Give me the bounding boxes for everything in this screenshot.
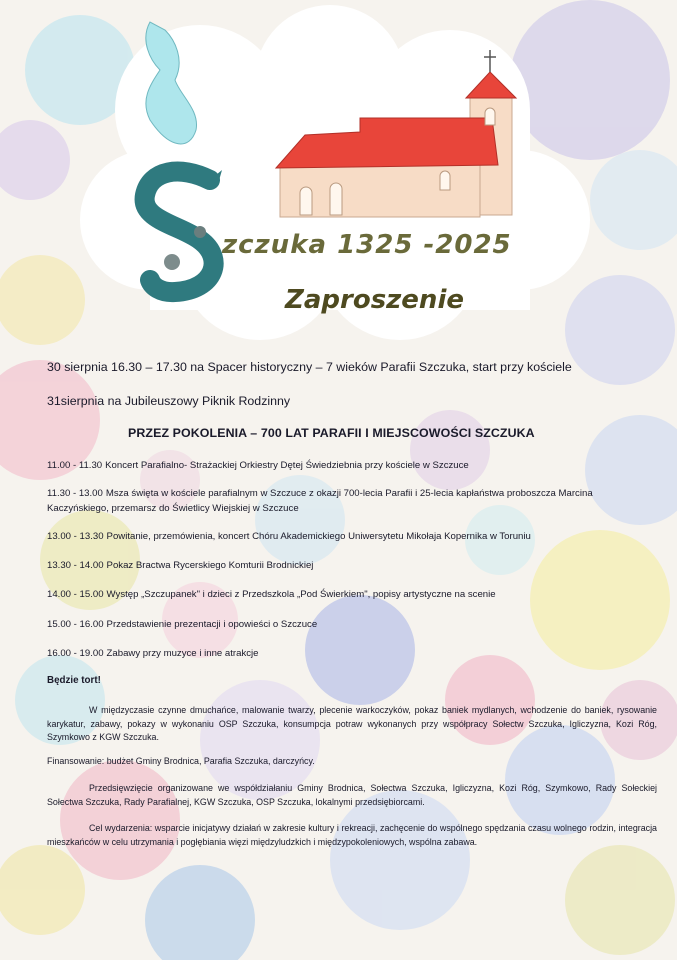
program-item-text: Pokaz Bractwa Rycerskiego Komturii Brodnickiej (106, 560, 314, 571)
activities-text: W międzyczasie czynne dmuchańce, malowanie twarzy, plecenie warkoczyków, pokaz baniek mydlanych, wchodzenie do baniek, rysowanie karykatur, zabawy, pokazy w wykonaniu OSP Szczuka, konsumpcja potraw wykonanych przy współpracy Sołectw Szczuka, Igliczyzna, Kozi Róg, Szymkowo z KGW Szczuka. (47, 705, 657, 742)
poster-title: zczuka 1325 -2025 (222, 230, 512, 260)
program-item-time: 15.00 - 16.00 (47, 619, 104, 630)
program-item-time: 14.00 - 15.00 (47, 589, 104, 600)
program-item-time: 13.30 - 14.00 (47, 560, 104, 571)
program-item-text: Powitanie, przemówienia, koncert Chóru Akademickiego Uniwersytetu Mikołaja Kopernika w Toruniu (106, 531, 531, 542)
organizers-paragraph (47, 782, 657, 809)
program-item-time: 11.00 - 11.30 (47, 460, 103, 471)
organizers-text: Przedsięwzięcie organizowane we współdziałaniu Gminy Brodnica, Sołectwa Szczuka, Igliczyzna, Kozi Róg, Szymkowo, Rady Sołeckiej Sołectwa Szczuka, Rady Parafialnej, KGW Szczuka, OSP Szczuka, lokalnymi przedsiębiorcami. (47, 783, 657, 807)
program-item (47, 558, 637, 573)
program-item-text: Msza święta w kościele parafialnym w Szczuce z okazji 700-lecia Parafii i 25-lecia kapłaństwa proboszcza Marcina Kaczyńskiego, przemarsz do Świetlicy Wiejskiej w Szczuce (47, 488, 593, 514)
program-item (47, 529, 637, 544)
program-item (47, 617, 637, 632)
program-item (47, 646, 637, 661)
intro-line-walk: 30 sierpnia 16.30 – 17.30 na Spacer historyczny – 7 wieków Parafii Szczuka, start przy kościele (47, 360, 572, 374)
program-item-time: 11.30 - 13.00 (47, 488, 103, 499)
goal-paragraph (47, 822, 657, 849)
poster-subtitle: Zaproszenie (285, 285, 464, 315)
program-item-text: Występ „Szczupanek" i dzieci z Przedszkola „Pod Świerkiem", popisy artystyczne na scenie (106, 589, 496, 600)
program-item (47, 486, 637, 516)
cake-note: Będzie tort! (47, 675, 101, 686)
program-item-time: 16.00 - 19.00 (47, 648, 104, 659)
program-item-time: 13.00 - 13.30 (47, 531, 104, 542)
program-item (47, 458, 637, 473)
funding-paragraph: Finansowanie: budżet Gminy Brodnica, Parafia Szczuka, darczyńcy. (47, 756, 315, 766)
program-item-text: Zabawy przy muzyce i inne atrakcje (106, 648, 259, 659)
program-item-text: Koncert Parafialno- Strażackiej Orkiestry Dętej Świedziebnia przy kościele w Szczuce (105, 460, 469, 471)
goal-text: Cel wydarzenia: wsparcie inicjatywy działań w zakresie kultury i rekreacji, zachęcenie do wspólnego spędzania czasu wolnego rodzin, integracja mieszkańców w celu utrzymania i pogłębiania więzi międzyludzkich i międzypokoleniowych, wspólna zabawa. (47, 823, 657, 847)
activities-paragraph (47, 704, 657, 745)
program-item-text: Przedstawienie prezentacji i opowieści o Szczuce (106, 619, 318, 630)
program-heading: PRZEZ POKOLENIA – 700 LAT PARAFII I MIEJSCOWOŚCI SZCZUKA (128, 426, 535, 440)
intro-line-picnic: 31sierpnia na Jubileuszowy Piknik Rodzinny (47, 394, 291, 408)
program-item (47, 587, 637, 602)
